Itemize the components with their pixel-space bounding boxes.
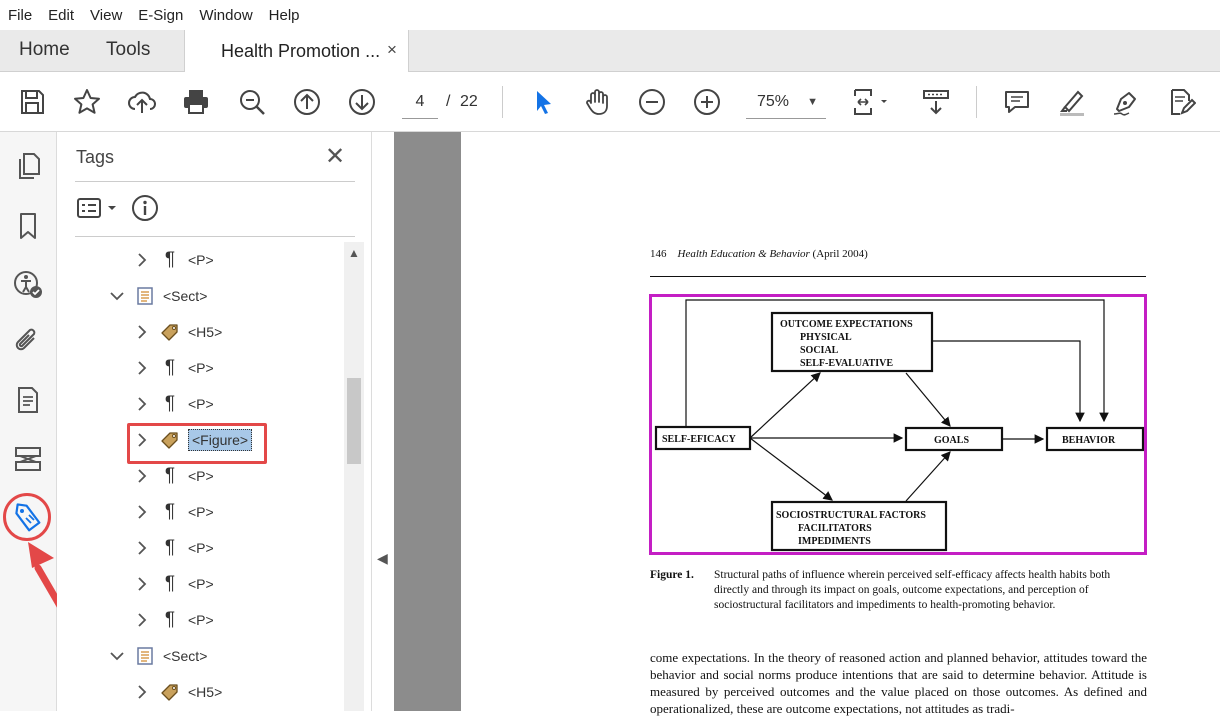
- hand-tool-icon[interactable]: [582, 87, 612, 117]
- tab-document-label: Health Promotion ...: [221, 41, 381, 61]
- chevron-right-icon[interactable]: [134, 468, 150, 484]
- tag-label: <P>: [188, 576, 214, 592]
- previous-page-icon[interactable]: [292, 87, 322, 117]
- paragraph-icon: ¶: [164, 393, 176, 414]
- self-efficacy-label: SELF-EFICACY: [662, 434, 736, 445]
- body-paragraph: come expectations. In the theory of reasoned action and planned behavior, attitudes toward the behavior and social norms produce intentions that are said to determine behavior. Attitude is measured by perceived outcomes and the value placed on those outcomes. As defined and operationalized, these are outcome expectations, not attitudes as tradi-: [650, 650, 1147, 716]
- tag-icon: [160, 322, 180, 342]
- tag-tree-row[interactable]: [134, 386, 214, 422]
- document-background: [394, 132, 461, 711]
- outcome-expectations-label: OUTCOME EXPECTATIONS: [780, 319, 913, 330]
- highlighter-icon[interactable]: [1057, 87, 1087, 117]
- paragraph-icon: ¶: [164, 537, 176, 558]
- journal-name: Health Education & Behavior: [677, 248, 810, 260]
- outcome-item: PHYSICAL: [800, 332, 852, 343]
- sign-pen-icon[interactable]: [1111, 87, 1141, 117]
- zoom-level-select[interactable]: [746, 85, 826, 119]
- outcome-item: SOCIAL: [800, 345, 839, 356]
- menu-view[interactable]: View: [90, 6, 123, 24]
- paragraph-icon: ¶: [164, 465, 176, 486]
- annotation-circle: [3, 493, 51, 541]
- chevron-right-icon[interactable]: [134, 612, 150, 628]
- tag-label: <P>: [188, 540, 214, 556]
- divider: [75, 236, 355, 237]
- caption-text: Structural paths of influence wherein perceived self-efficacy affects health habits both directly and through its impact on goals, outcome expectations, and perception of sociostructural facilitators and impediments to health-promoting behavior.: [714, 569, 1111, 611]
- info-icon[interactable]: [131, 194, 159, 222]
- page-number: 146: [650, 248, 667, 260]
- chevron-right-icon[interactable]: [134, 540, 150, 556]
- tag-label: <P>: [188, 252, 214, 268]
- tag-tree-row[interactable]: [134, 602, 214, 638]
- tags-panel: [57, 132, 372, 711]
- tag-tree-row[interactable]: [134, 494, 214, 530]
- paragraph-icon: ¶: [164, 609, 176, 630]
- close-icon[interactable]: ✕: [325, 143, 346, 170]
- menu-esign[interactable]: E-Sign: [138, 6, 184, 24]
- tags-tree: [57, 242, 345, 711]
- tag-label: <P>: [188, 360, 214, 376]
- page-thumbnails-icon[interactable]: [12, 150, 44, 182]
- tag-icon: [160, 682, 180, 702]
- tag-tree-row[interactable]: [134, 530, 214, 566]
- tab-bar: [0, 30, 1220, 72]
- chevron-right-icon[interactable]: [134, 684, 150, 700]
- chevron-right-icon[interactable]: [134, 252, 150, 268]
- journal-issue: (April 2004): [812, 248, 868, 260]
- outcome-item: SELF-EVALUATIVE: [800, 358, 893, 369]
- tag-label: <P>: [188, 468, 214, 484]
- zoom-in-icon[interactable]: [692, 87, 722, 117]
- zoom-out-icon[interactable]: [637, 87, 667, 117]
- chevron-right-icon[interactable]: [134, 504, 150, 520]
- running-header: [650, 248, 868, 260]
- header-rule: [650, 276, 1146, 277]
- comment-icon[interactable]: [1002, 87, 1032, 117]
- chevron-right-icon[interactable]: [134, 576, 150, 592]
- behavior-label: BEHAVIOR: [1062, 435, 1116, 446]
- tag-label: <P>: [188, 504, 214, 520]
- tag-tree-row[interactable]: [134, 314, 222, 350]
- options-menu-icon[interactable]: [77, 195, 121, 223]
- tab-home[interactable]: Home: [19, 39, 70, 60]
- chevron-right-icon[interactable]: [134, 324, 150, 340]
- scroll-mode-icon[interactable]: [921, 87, 951, 117]
- tag-label: <P>: [188, 612, 214, 628]
- document-properties-icon[interactable]: [12, 384, 44, 416]
- section-icon: [135, 286, 155, 306]
- print-icon[interactable]: [181, 87, 211, 117]
- document-page: [461, 132, 1220, 716]
- page-separator: /: [446, 93, 451, 110]
- section-icon: [135, 646, 155, 666]
- tag-label: <H5>: [188, 324, 223, 340]
- page-fit-icon[interactable]: [851, 87, 891, 117]
- tab-close-icon[interactable]: ×: [387, 40, 397, 59]
- menu-help[interactable]: Help: [268, 6, 300, 24]
- save-icon[interactable]: [17, 87, 47, 117]
- content-order-icon[interactable]: [12, 443, 44, 475]
- tag-tree-row[interactable]: [134, 674, 222, 710]
- chevron-right-icon[interactable]: [134, 396, 150, 412]
- panel-title: Tags: [76, 147, 115, 167]
- tag-tree-row[interactable]: [134, 350, 214, 386]
- socio-item: FACILITATORS: [798, 523, 872, 534]
- toolbar: [0, 72, 1220, 132]
- bookmarks-icon[interactable]: [12, 210, 44, 242]
- tag-label: <Sect>: [163, 288, 208, 304]
- goals-label: GOALS: [934, 435, 970, 446]
- chevron-down-icon: ▼: [807, 96, 818, 108]
- tag-tree-row[interactable]: [109, 638, 207, 674]
- paragraph-icon: ¶: [164, 501, 176, 522]
- figure-1[interactable]: [649, 294, 1147, 555]
- edit-pdf-icon[interactable]: [1166, 87, 1196, 117]
- scrollbar-thumb[interactable]: [347, 378, 361, 464]
- tag-label: <P>: [188, 396, 214, 412]
- path-diagram: [652, 297, 1144, 552]
- chevron-down-icon[interactable]: [109, 288, 125, 304]
- attachments-icon[interactable]: [12, 326, 44, 358]
- sociostructural-label: SOCIOSTRUCTURAL FACTORS: [776, 510, 926, 521]
- caption-label: Figure 1.: [650, 569, 694, 581]
- divider: [75, 181, 355, 182]
- tag-label: <Sect>: [163, 648, 208, 664]
- panel-splitter[interactable]: [372, 132, 394, 711]
- menu-file[interactable]: File: [8, 6, 33, 24]
- page-total: 22: [460, 93, 478, 110]
- cloud-upload-icon[interactable]: [127, 87, 157, 117]
- toolbar-divider: [502, 86, 503, 118]
- tag-label: <H5>: [188, 684, 223, 700]
- page-number-input[interactable]: 4: [402, 85, 438, 119]
- tag-tree-row[interactable]: [109, 278, 207, 314]
- toolbar-divider: [976, 86, 977, 118]
- annotation-figure-box: [127, 423, 267, 464]
- paragraph-icon: ¶: [164, 249, 176, 270]
- paragraph-icon: ¶: [164, 573, 176, 594]
- socio-item: IMPEDIMENTS: [798, 536, 871, 547]
- accessibility-checker-icon[interactable]: [12, 268, 44, 300]
- menu-window[interactable]: Window: [199, 6, 253, 24]
- scroll-up-icon[interactable]: ▲: [348, 246, 360, 260]
- tag-label: <Figure>: [188, 429, 252, 451]
- collapse-panel-icon[interactable]: ◀: [377, 550, 388, 566]
- menu-edit[interactable]: Edit: [48, 6, 75, 24]
- tab-tools[interactable]: Tools: [106, 39, 151, 60]
- next-page-icon[interactable]: [347, 87, 377, 117]
- zoom-marquee-icon[interactable]: [237, 87, 267, 117]
- chevron-right-icon[interactable]: [134, 360, 150, 376]
- star-icon[interactable]: [72, 87, 102, 117]
- tree-scrollbar[interactable]: [344, 242, 364, 711]
- select-cursor-icon[interactable]: [528, 87, 558, 117]
- tag-tree-row[interactable]: [134, 566, 214, 602]
- zoom-level-value: 75%: [757, 93, 790, 110]
- menu-bar: [0, 0, 1220, 30]
- chevron-down-icon[interactable]: [109, 648, 125, 664]
- tab-document[interactable]: [184, 30, 409, 72]
- tag-tree-row[interactable]: [134, 242, 214, 278]
- paragraph-icon: ¶: [164, 357, 176, 378]
